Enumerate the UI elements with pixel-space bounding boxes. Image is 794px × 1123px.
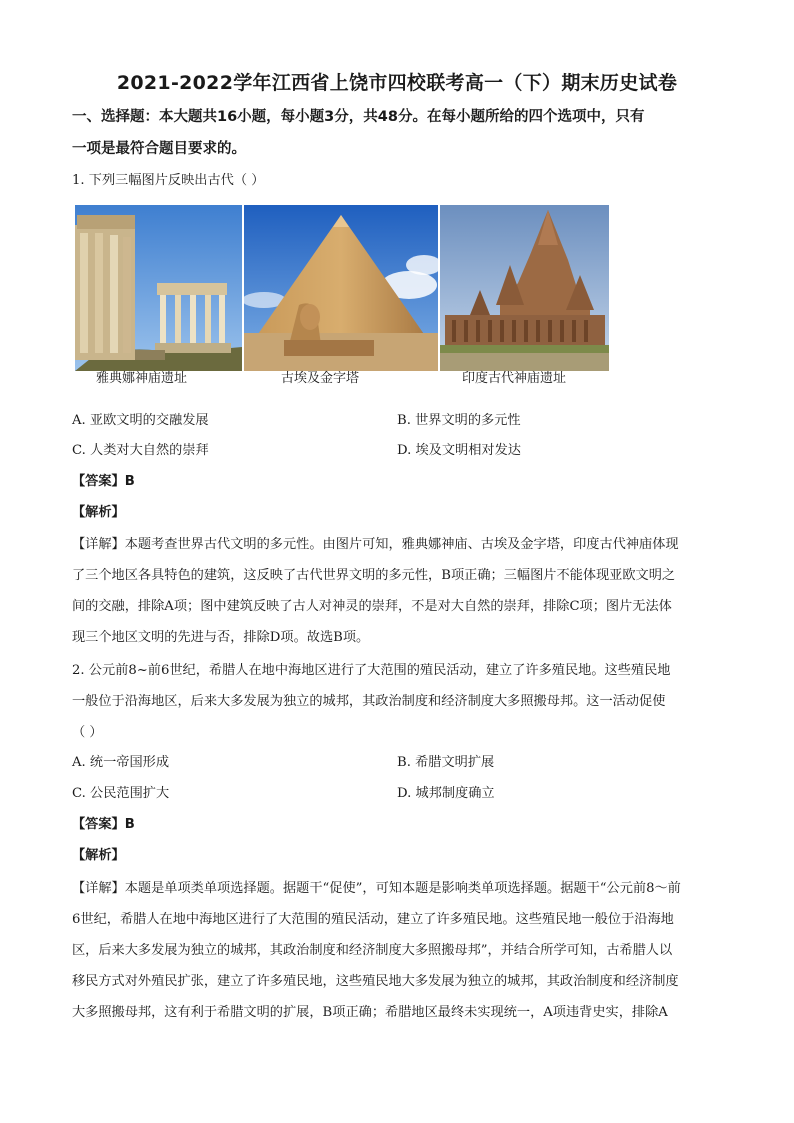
q2-detail-line: 大多照搬母邦，这有利于希腊文明的扩展，B项正确；希腊地区最终未实现统一，A项违背史实，排除A	[72, 1005, 668, 1020]
section-heading-line-1: 一、选择题：本大题共16小题，每小题3分，共48分。在每小题所给的四个选项中，只有	[72, 109, 645, 125]
athena-temple-photo	[75, 205, 242, 371]
q1-detail-line: 了三个地区各具特色的建筑，这反映了古代世界文明的多元性，B项正确；三幅图片不能体现亚欧文明之	[72, 568, 676, 583]
caption-indian-temple: 印度古代神庙遗址	[462, 371, 567, 386]
q2-analysis-label: 【解析】	[72, 848, 125, 863]
q2-detail-line: 【详解】本题是单项类单项选择题。据题干“促使”，可知本题是影响类单项选择题。据题干“公元前8～前	[72, 881, 681, 896]
q1-answer: 【答案】B	[72, 474, 135, 489]
q1-stem: 1. 下列三幅图片反映出古代（ ）	[72, 173, 265, 188]
q1-option-b: B. 世界文明的多元性	[397, 413, 521, 428]
q1-figure	[75, 205, 609, 371]
caption-athena-temple: 雅典娜神庙遗址	[96, 371, 188, 386]
q1-detail-line: 间的交融，排除A项；图中建筑反映了古人对神灵的崇拜，不是对大自然的崇拜，排除C项；图片无法体	[72, 599, 672, 614]
q1-analysis-label: 【解析】	[72, 505, 125, 520]
q2-option-c: C. 公民范围扩大	[72, 786, 170, 801]
q2-detail-line: 6世纪，希腊人在地中海地区进行了大范围的殖民活动，建立了许多殖民地。这些殖民地一般位于沿海地	[72, 912, 674, 927]
q1-option-c: C. 人类对大自然的崇拜	[72, 443, 209, 458]
q1-detail-line: 【详解】本题考查世界古代文明的多元性。由图片可知，雅典娜神庙、古埃及金字塔，印度古代神庙体现	[72, 537, 679, 552]
q2-stem-line: （ ）	[72, 725, 103, 740]
pyramid-photo	[244, 205, 438, 371]
q2-stem-line: 一般位于沿海地区，后来大多发展为独立的城邦，其政治制度和经济制度大多照搬母邦。这一活动促使	[72, 694, 666, 709]
q1-option-a: A. 亚欧文明的交融发展	[72, 413, 209, 428]
q1-option-d: D. 埃及文明相对发达	[397, 443, 521, 458]
q2-stem-line: 2. 公元前8~前6世纪，希腊人在地中海地区进行了大范围的殖民活动，建立了许多殖民地。这些殖民地	[72, 663, 671, 678]
section-heading-line-2: 一项是最符合题目要求的。	[72, 141, 246, 157]
caption-pyramid: 古埃及金字塔	[281, 371, 360, 386]
indian-temple-photo	[440, 205, 609, 371]
q2-detail-line: 移民方式对外殖民扩张，建立了许多殖民地，这些殖民地大多发展为独立的城邦，其政治制度和经济制度	[72, 974, 679, 989]
q2-option-b: B. 希腊文明扩展	[397, 755, 495, 770]
q2-answer: 【答案】B	[72, 817, 135, 832]
q2-detail-line: 区，后来大多发展为独立的城邦，其政治制度和经济制度大多照搬母邦”，并结合所学可知，古希腊人以	[72, 943, 673, 958]
q2-option-d: D. 城邦制度确立	[397, 786, 495, 801]
q1-detail-line: 现三个地区文明的先进与否，排除D项。故选B项。	[72, 630, 370, 645]
exam-title: 2021-2022学年江西省上饶市四校联考高一（下）期末历史试卷	[116, 72, 678, 94]
q2-option-a: A. 统一帝国形成	[72, 755, 170, 770]
